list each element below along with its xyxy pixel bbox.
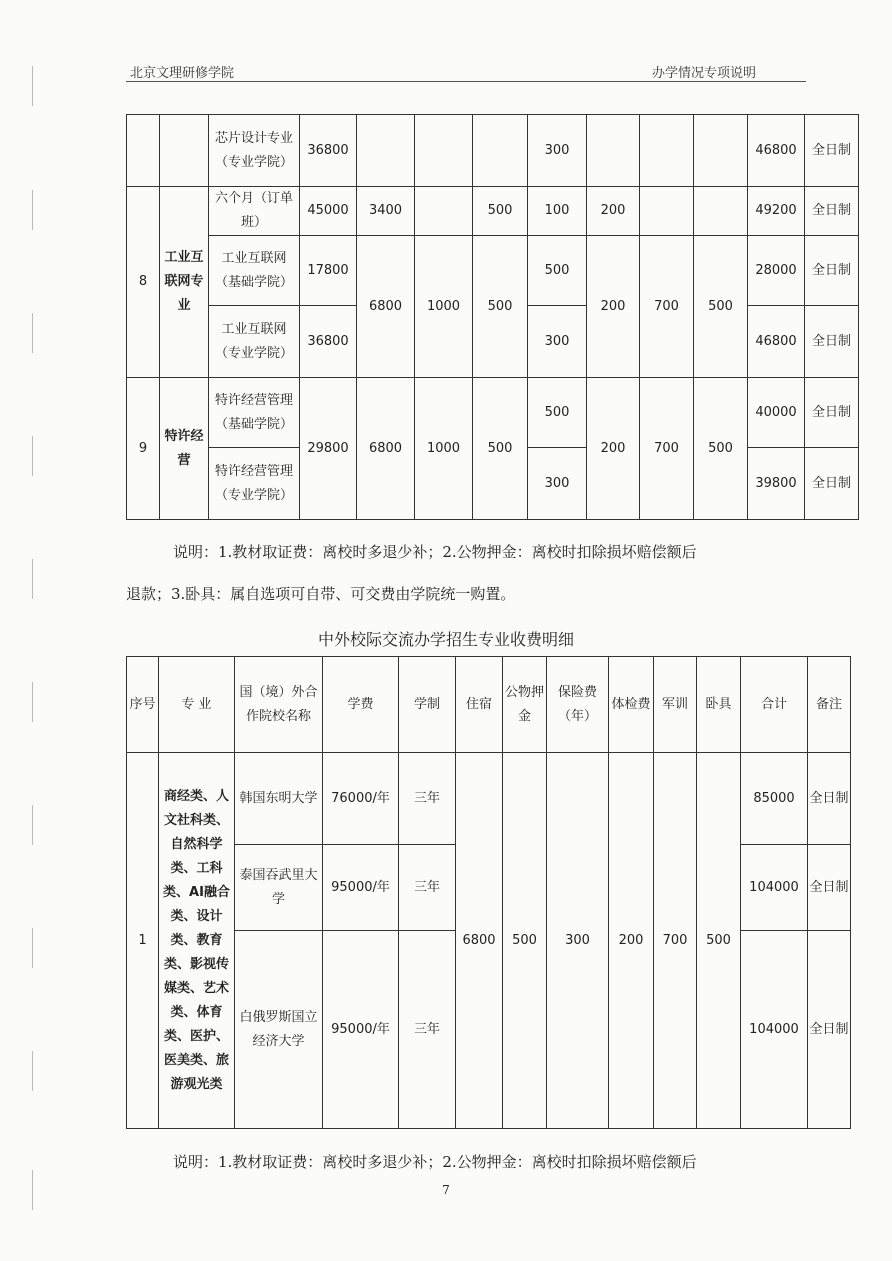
major-cell: 特许经营管理（基础学院） xyxy=(209,378,300,448)
header-cell: 体检费 xyxy=(609,657,654,753)
header-cell: 军训 xyxy=(654,657,697,753)
fee-cell: 500 xyxy=(473,236,528,378)
major-cell: 芯片设计专业（专业学院） xyxy=(209,115,300,187)
header-doc-title: 办学情况专项说明 xyxy=(652,66,757,81)
fee-cell: 500 xyxy=(694,236,748,378)
partner-school-cell: 泰国吞武里大学 xyxy=(235,845,323,931)
table-row xyxy=(127,236,859,306)
cell-empty xyxy=(415,115,473,187)
dorm-fee-cell: 6800 xyxy=(456,753,503,1129)
fee-cell: 3400 xyxy=(357,187,415,236)
header-cell: 学费 xyxy=(323,657,399,753)
row-number: 1 xyxy=(127,753,159,1129)
cell-empty xyxy=(694,115,748,187)
fee-cell: 200 xyxy=(587,378,640,520)
fee-cell: 1000 xyxy=(415,236,473,378)
fee-cell: 500 xyxy=(694,378,748,520)
tuition-cell: 45000 xyxy=(300,187,357,236)
fee-cell: 300 xyxy=(528,448,587,520)
cell-empty xyxy=(415,187,473,236)
tuition-cell: 76000/年 xyxy=(323,753,399,845)
total-cell: 28000 xyxy=(748,236,805,306)
row-number: 8 xyxy=(127,187,160,378)
fee-cell: 500 xyxy=(528,378,587,448)
table-row xyxy=(127,753,851,845)
partner-school-cell: 白俄罗斯国立经济大学 xyxy=(235,931,323,1129)
table-row xyxy=(127,115,859,187)
duration-cell: 三年 xyxy=(399,845,456,931)
major-list-cell: 商经类、人文社科类、自然科学类、工科类、AI融合类、设计类、教育类、影视传媒类、艺术类、体育类、医护、医美类、旅游观光类 xyxy=(159,753,235,1129)
header-cell: 保险费（年） xyxy=(547,657,609,753)
row-number: 9 xyxy=(127,378,160,520)
fee-cell: 100 xyxy=(528,187,587,236)
fee-cell: 6800 xyxy=(357,378,415,520)
deposit-cell: 500 xyxy=(503,753,547,1129)
header-cell: 序号 xyxy=(127,657,159,753)
cell-empty xyxy=(640,187,694,236)
margin-mark xyxy=(32,682,41,722)
cell-empty xyxy=(694,187,748,236)
partner-school-cell: 韩国东明大学 xyxy=(235,753,323,845)
fee-cell: 300 xyxy=(528,306,587,378)
note-cell: 全日制 xyxy=(805,236,859,306)
total-cell: 46800 xyxy=(748,306,805,378)
note-cell: 全日制 xyxy=(808,931,851,1129)
major-group-name: 特许经营 xyxy=(160,378,209,520)
bedding-cell: 500 xyxy=(697,753,741,1129)
note-cell: 全日制 xyxy=(805,306,859,378)
fee-table-continued xyxy=(126,114,859,520)
note-cell: 全日制 xyxy=(808,753,851,845)
total-cell: 39800 xyxy=(748,448,805,520)
margin-mark xyxy=(32,313,41,353)
margin-mark xyxy=(32,559,41,599)
major-cell: 特许经营管理（专业学院） xyxy=(209,448,300,520)
note-cell: 全日制 xyxy=(808,845,851,931)
header-cell: 学制 xyxy=(399,657,456,753)
fee-cell: 500 xyxy=(473,378,528,520)
total-cell: 49200 xyxy=(748,187,805,236)
cell-empty xyxy=(127,115,160,187)
table-header-row xyxy=(127,657,851,753)
page-number: 7 xyxy=(442,1183,450,1197)
header-cell: 国（境）外合作院校名称 xyxy=(235,657,323,753)
note-paragraph-line: 退款；3.卧具：属自选项可自带、可交费由学院统一购置。 xyxy=(126,585,516,603)
tuition-cell: 36800 xyxy=(300,115,357,187)
fee-cell: 200 xyxy=(587,187,640,236)
duration-cell: 三年 xyxy=(399,753,456,845)
note-cell: 全日制 xyxy=(805,115,859,187)
tuition-cell: 29800 xyxy=(300,378,357,520)
cell-empty xyxy=(587,115,640,187)
fee-cell: 200 xyxy=(587,236,640,378)
cell-empty xyxy=(357,115,415,187)
margin-mark xyxy=(32,1051,41,1091)
margin-mark xyxy=(32,190,41,230)
fee-cell: 500 xyxy=(528,236,587,306)
tuition-cell: 95000/年 xyxy=(323,845,399,931)
training-cell: 700 xyxy=(654,753,697,1129)
cell-empty xyxy=(473,115,528,187)
note-cell: 全日制 xyxy=(805,448,859,520)
major-group-name: 工业互联网专业 xyxy=(160,187,209,378)
tuition-cell: 36800 xyxy=(300,306,357,378)
table-row xyxy=(127,187,859,236)
note-paragraph-line: 说明：1.教材取证费：离校时多退少补；2.公物押金：离校时扣除损坏赔偿额后 xyxy=(173,543,697,561)
table-title: 中外校际交流办学招生专业收费明细 xyxy=(317,630,574,649)
fee-cell: 1000 xyxy=(415,378,473,520)
margin-mark xyxy=(32,436,41,476)
fee-cell: 500 xyxy=(473,187,528,236)
header-rule xyxy=(126,81,806,82)
tuition-cell: 17800 xyxy=(300,236,357,306)
total-cell: 104000 xyxy=(741,845,808,931)
note-cell: 全日制 xyxy=(805,378,859,448)
checkup-cell: 200 xyxy=(609,753,654,1129)
header-cell: 公物押金 xyxy=(503,657,547,753)
header-institution: 北京文理研修学院 xyxy=(130,66,235,81)
table-row xyxy=(127,378,859,448)
total-cell: 85000 xyxy=(741,753,808,845)
header-cell: 住宿 xyxy=(456,657,503,753)
margin-mark xyxy=(32,928,41,968)
header-cell: 合计 xyxy=(741,657,808,753)
insurance-cell: 300 xyxy=(547,753,609,1129)
cell-empty xyxy=(160,115,209,187)
cell-empty xyxy=(640,115,694,187)
header-cell: 卧具 xyxy=(697,657,741,753)
fee-cell: 700 xyxy=(640,236,694,378)
major-cell: 工业互联网（基础学院） xyxy=(209,236,300,306)
fee-cell: 300 xyxy=(528,115,587,187)
note-paragraph-line: 说明：1.教材取证费：离校时多退少补；2.公物押金：离校时扣除损坏赔偿额后 xyxy=(173,1153,697,1171)
fee-cell: 6800 xyxy=(357,236,415,378)
international-fee-table xyxy=(126,656,851,1129)
duration-cell: 三年 xyxy=(399,931,456,1129)
total-cell: 104000 xyxy=(741,931,808,1129)
major-cell: 工业互联网（专业学院） xyxy=(209,306,300,378)
total-cell: 46800 xyxy=(748,115,805,187)
margin-mark xyxy=(32,805,41,845)
header-cell: 备注 xyxy=(808,657,851,753)
header-cell: 专 业 xyxy=(159,657,235,753)
major-cell: 六个月（订单班） xyxy=(209,187,300,236)
fee-cell: 700 xyxy=(640,378,694,520)
total-cell: 40000 xyxy=(748,378,805,448)
note-cell: 全日制 xyxy=(805,187,859,236)
margin-mark xyxy=(32,66,41,106)
tuition-cell: 95000/年 xyxy=(323,931,399,1129)
